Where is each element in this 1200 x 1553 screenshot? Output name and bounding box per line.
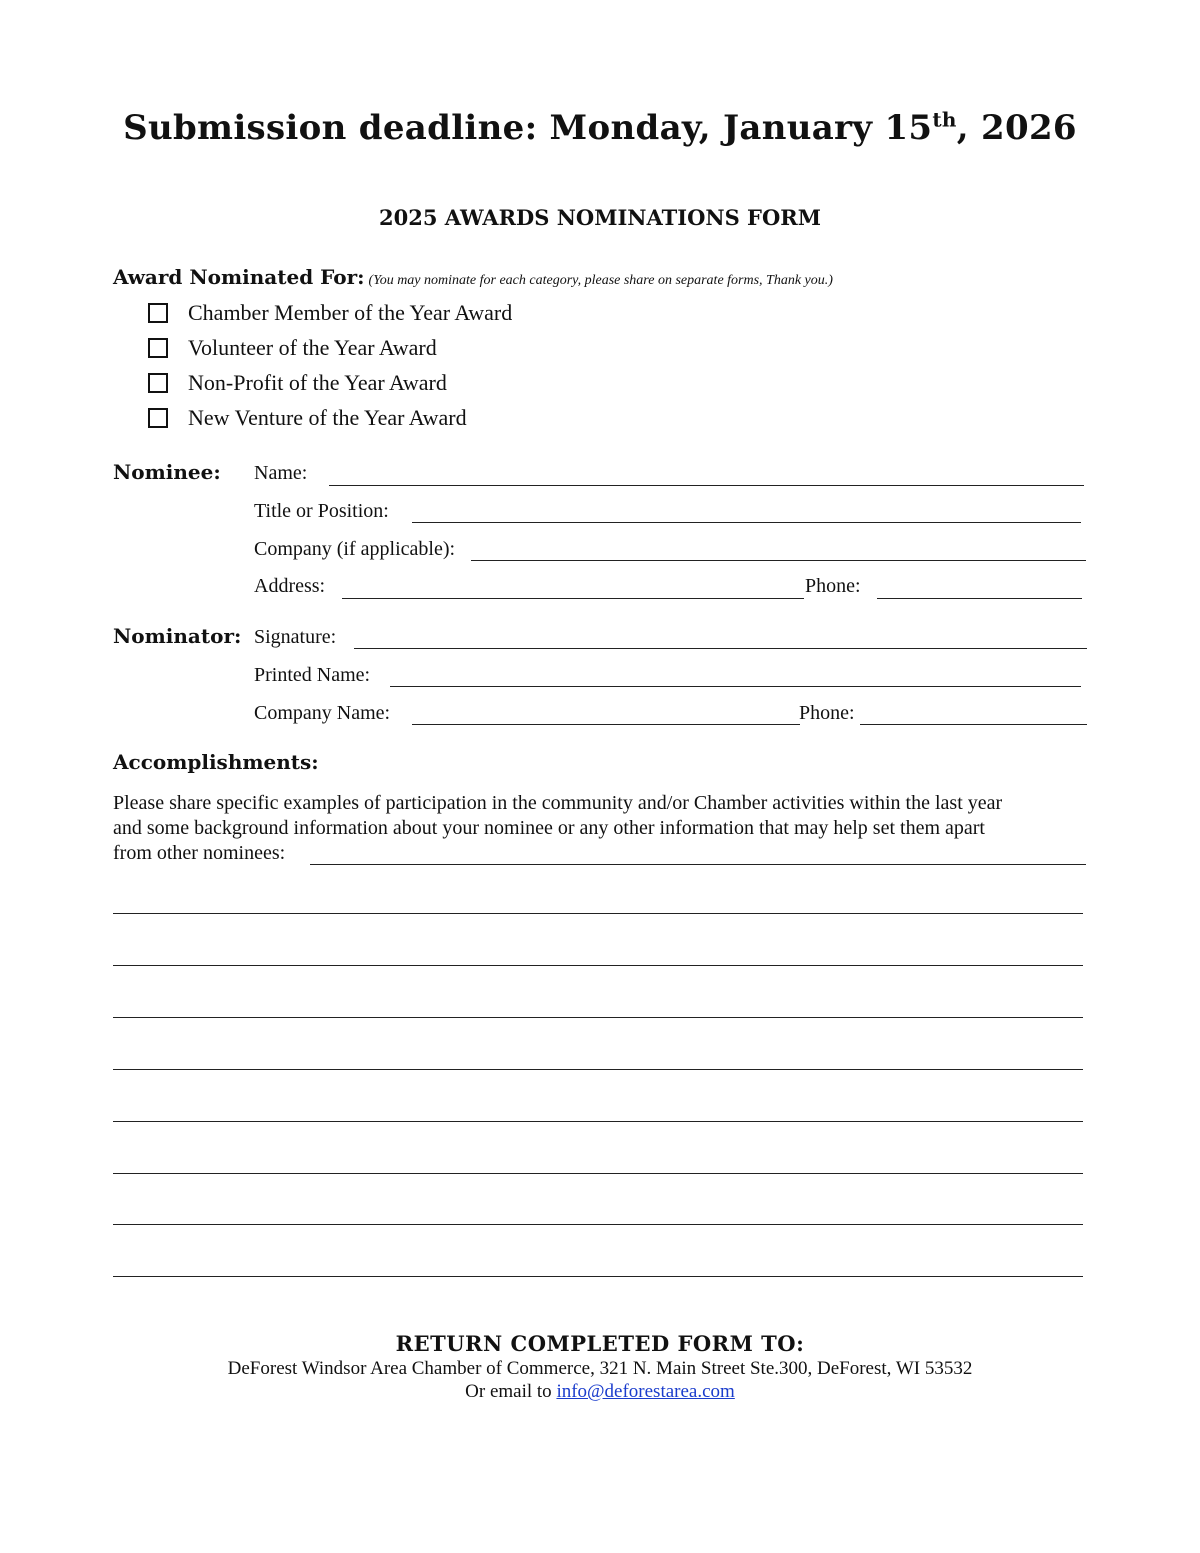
- deadline-ordinal: th: [932, 107, 957, 132]
- nominator-printed-name-field[interactable]: [390, 686, 1081, 687]
- nominee-company-field[interactable]: [471, 560, 1086, 561]
- nominee-phone-field[interactable]: [877, 598, 1082, 599]
- return-email-prefix: Or email to: [465, 1381, 557, 1402]
- award-option-label: Volunteer of the Year Award: [188, 335, 437, 360]
- deadline-year: , 2026: [956, 108, 1077, 148]
- award-section-header: [113, 265, 833, 289]
- nominator-printed-name-label: Printed Name:: [254, 664, 371, 686]
- nominator-signature-label: Signature:: [254, 626, 337, 648]
- accomplishments-field-line[interactable]: [113, 1173, 1083, 1174]
- nominator-phone-field[interactable]: [860, 724, 1087, 725]
- accomplishments-field-line[interactable]: [310, 864, 1086, 865]
- award-option-chamber-member[interactable]: [148, 298, 512, 328]
- instructions-line: Please share specific examples of participation in the community and/or Chamber activities within the last year: [113, 792, 1003, 814]
- nominee-name-label: Name:: [254, 462, 308, 484]
- return-title: RETURN COMPLETED FORM TO:: [395, 1331, 805, 1356]
- award-note: (You may nominate for each category, please share on separate forms, Thank you.): [368, 273, 833, 288]
- accomplishments-field-line[interactable]: [113, 1069, 1083, 1070]
- accomplishments-field-line[interactable]: [113, 1017, 1083, 1018]
- award-option-label: Non-Profit of the Year Award: [188, 370, 447, 395]
- checkbox-icon[interactable]: [148, 373, 168, 393]
- nominee-name-field[interactable]: [329, 485, 1084, 486]
- award-option-label: New Venture of the Year Award: [188, 405, 467, 430]
- nominator-label: Nominator:: [113, 624, 242, 648]
- award-option-label: Chamber Member of the Year Award: [188, 300, 513, 325]
- award-label: Award Nominated For:: [113, 265, 365, 289]
- accomplishments-field-line[interactable]: [113, 913, 1083, 914]
- accomplishments-label: Accomplishments:: [113, 750, 319, 774]
- award-option-non-profit[interactable]: [148, 368, 447, 398]
- instructions-line: and some background information about your nominee or any other information that may help set them apart: [113, 817, 985, 839]
- form-title: 2025 AWARDS NOMINATIONS FORM: [379, 205, 821, 230]
- return-address: DeForest Windsor Area Chamber of Commerce, 321 N. Main Street Ste.300, DeForest, WI 53532: [227, 1358, 973, 1379]
- checkbox-icon[interactable]: [148, 408, 168, 428]
- return-email-line: [0, 1381, 1200, 1403]
- accomplishments-field-line[interactable]: [113, 1276, 1083, 1277]
- nominee-company-label: Company (if applicable):: [254, 538, 456, 560]
- nominee-title-field[interactable]: [412, 522, 1081, 523]
- nominator-signature-field[interactable]: [354, 648, 1087, 649]
- accomplishments-instructions: [113, 791, 1088, 866]
- accomplishments-field-line[interactable]: [113, 965, 1083, 966]
- nominee-phone-label: Phone:: [805, 575, 861, 597]
- nominator-company-field[interactable]: [412, 724, 800, 725]
- award-option-volunteer[interactable]: [148, 333, 437, 363]
- award-option-new-venture[interactable]: [148, 403, 467, 433]
- nominee-address-field[interactable]: [342, 598, 804, 599]
- accomplishments-field-line[interactable]: [113, 1121, 1083, 1122]
- accomplishments-field-line[interactable]: [113, 1224, 1083, 1225]
- return-email-link[interactable]: info@deforestarea.com: [556, 1381, 735, 1402]
- nominator-phone-label: Phone:: [799, 702, 855, 724]
- nominee-address-label: Address:: [254, 575, 326, 597]
- nominee-label: Nominee:: [113, 460, 221, 484]
- deadline-heading: [0, 108, 1200, 148]
- deadline-text: Submission deadline: Monday, January 15: [123, 108, 933, 148]
- checkbox-icon[interactable]: [148, 303, 168, 323]
- checkbox-icon[interactable]: [148, 338, 168, 358]
- nominator-company-label: Company Name:: [254, 702, 391, 724]
- nominee-title-label: Title or Position:: [254, 500, 389, 522]
- instructions-line: from other nominees:: [113, 842, 286, 864]
